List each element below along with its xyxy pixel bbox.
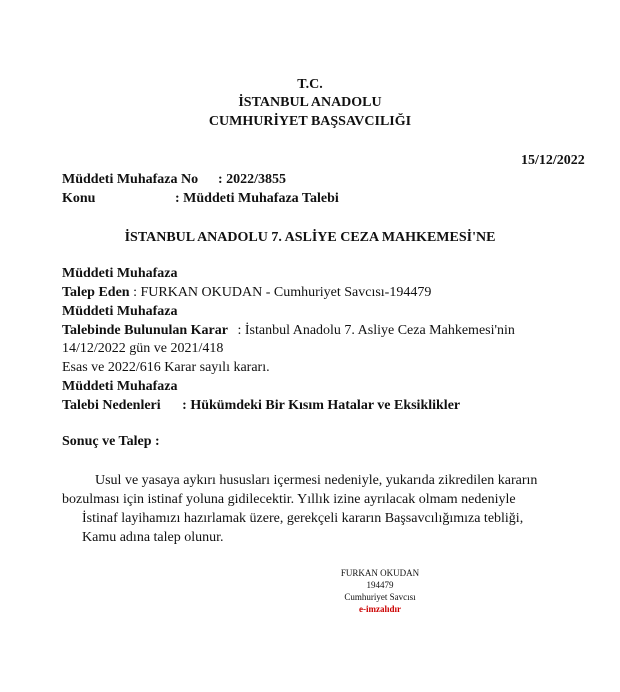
subject-value: : Müddeti Muhafaza Talebi [175, 191, 339, 206]
file-number-label: Müddeti Muhafaza No [62, 172, 199, 187]
header-office: CUMHURİYET BAŞSAVCILIĞI [208, 114, 412, 129]
esign-note: e-imzalıdır [359, 604, 401, 614]
signer-title: Cumhuriyet Savcısı [344, 592, 416, 602]
requester-label: Talep Eden [62, 285, 130, 300]
conclusion-line-1: Usul ve yasaya aykırı hususları içermesi nedeniyle, yukarıda zikredilen kararın [95, 473, 538, 488]
requester-row [62, 284, 431, 301]
reasons-label: Talebi Nedenleri [62, 398, 161, 413]
conclusion-line-2: bozulması için istinaf yoluna gidilecektir. Yıllık izine ayrılacak olmam nedeniyle [62, 492, 516, 507]
conclusion-line-3: İstinaf layihamızı hazırlamak üzere, gerekçeli kararın Başsavcılığımıza tebliği, [82, 511, 524, 526]
reasons-value: : Hükümdeki Bir Kısım Hatalar ve Eksiklikler [182, 398, 461, 413]
decision-label: Talebinde Bulunulan Karar [62, 323, 228, 338]
decision-case-numbers: Esas ve 2022/616 Karar sayılı kararı. [62, 360, 270, 375]
conclusion-title: Sonuç ve Talep : [62, 434, 160, 449]
request-heading-2: Müddeti Muhafaza [62, 304, 178, 319]
header-tc: T.C. [297, 77, 323, 92]
decision-value: : İstanbul Anadolu 7. Asliye Ceza Mahkemesi'nin [237, 323, 515, 338]
requester-value: : FURKAN OKUDAN - Cumhuriyet Savcısı-194479 [133, 285, 432, 300]
decision-date: 14/12/2022 gün ve 2021/418 [62, 341, 224, 356]
addressee: İSTANBUL ANADOLU 7. ASLİYE CEZA MAHKEMESİ'NE [124, 230, 496, 245]
file-number-value: : 2022/3855 [218, 172, 287, 187]
signer-name: FURKAN OKUDAN [340, 568, 420, 578]
header-city: İSTANBUL ANADOLU [238, 95, 382, 110]
decision-row [62, 322, 515, 339]
request-heading-1: Müddeti Muhafaza [62, 266, 178, 281]
signer-number: 194479 [366, 580, 394, 590]
request-heading-3: Müddeti Muhafaza [62, 379, 178, 394]
conclusion-line-4: Kamu adına talep olunur. [82, 530, 224, 545]
document-date: 15/12/2022 [521, 153, 585, 168]
reasons-row [62, 397, 460, 414]
subject-label: Konu [62, 191, 96, 206]
